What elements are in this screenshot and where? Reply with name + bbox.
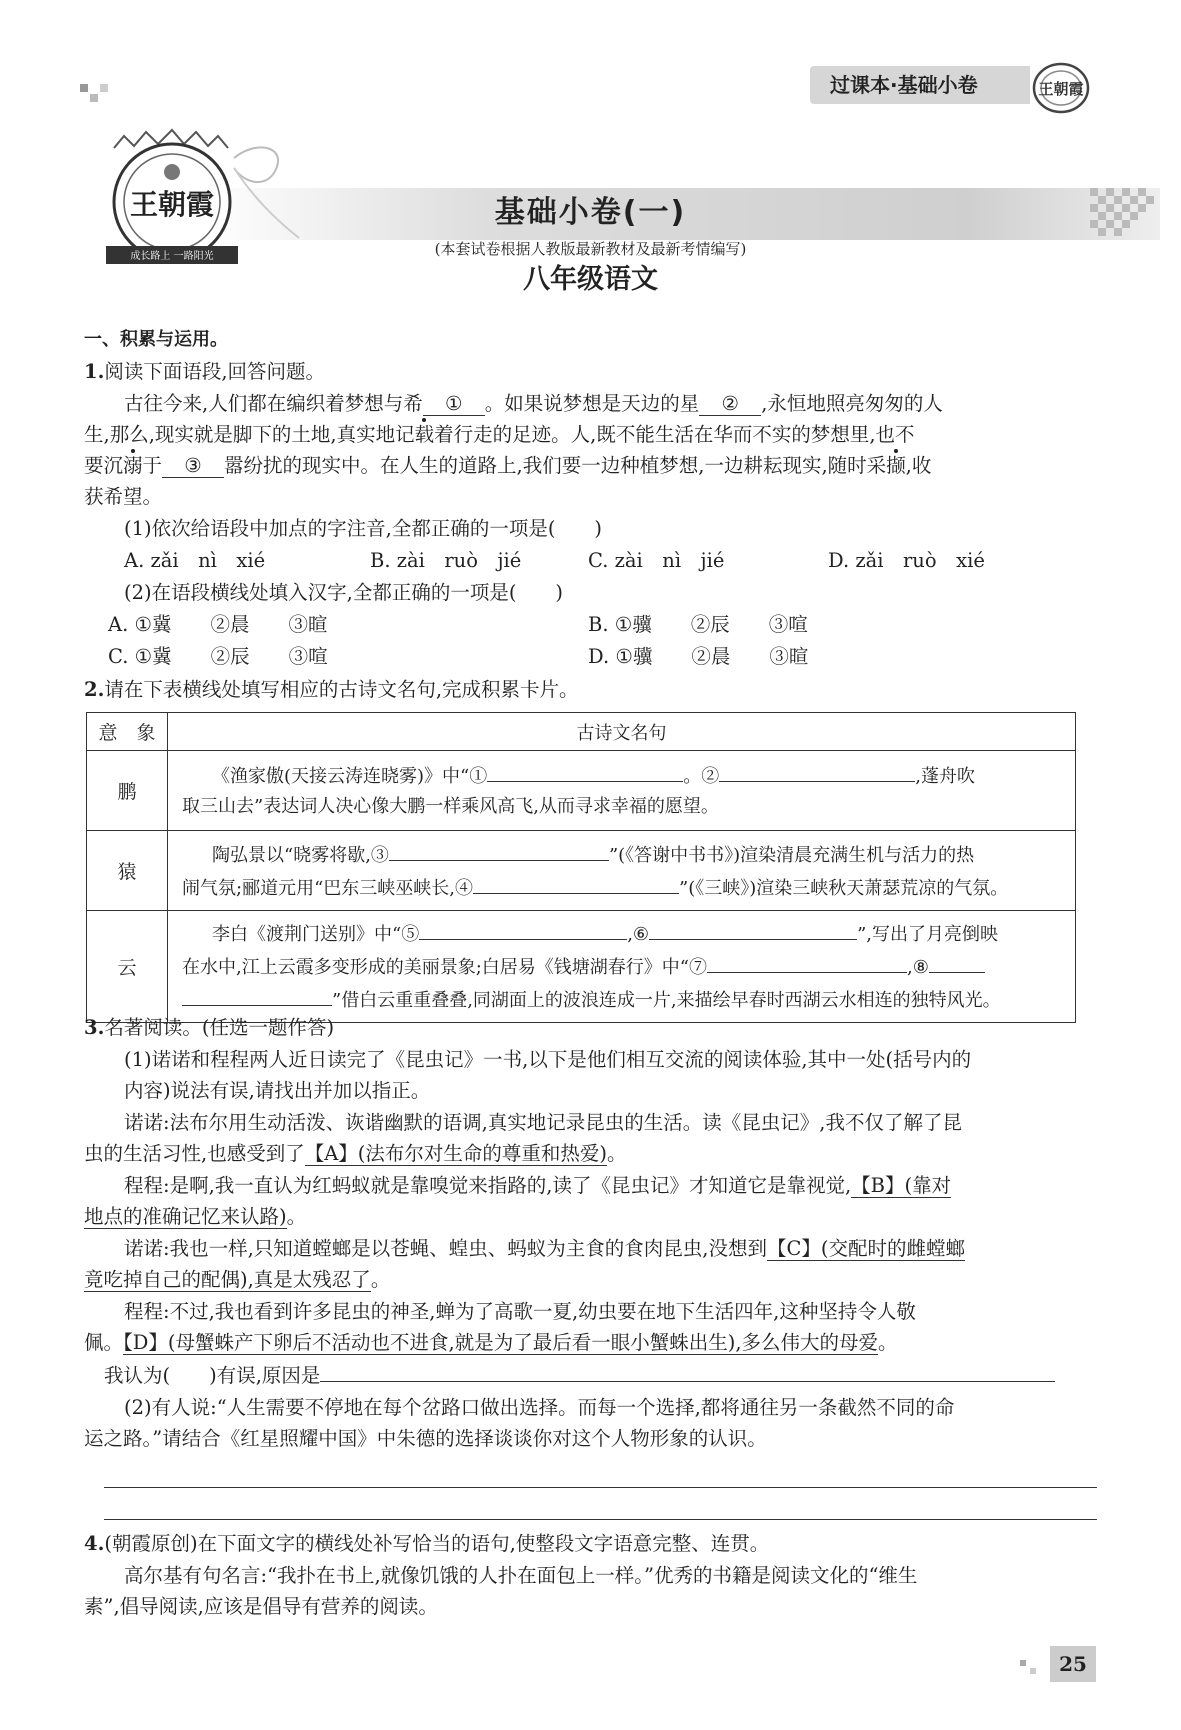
statement-c-cont[interactable]: 竟吃掉自己的配偶),真是太残忍了 (84, 1268, 371, 1291)
nuonuo-1-line1: 诺诺:法布尔用生动活泼、诙谐幽默的语调,真实地记录昆虫的生活。读《昆虫记》,我不仅了解了昆 (124, 1111, 962, 1134)
nuonuo-1-line2 (84, 1138, 1097, 1169)
card-text: 李白《渡荆门送别》中“⑤ (212, 924, 420, 945)
q3-stem (84, 1012, 1097, 1043)
dotted-char-ni: 溺 (123, 454, 143, 477)
accumulation-card (86, 712, 1076, 1023)
q1-passage-line1 (84, 388, 1097, 419)
blank-card-7[interactable] (707, 950, 907, 973)
card-text: ”(《三峡》)渲染三峡秋天萧瑟荒凉的气氛。 (679, 877, 1009, 899)
answer-line-1[interactable] (104, 1487, 1097, 1488)
answer-line-2[interactable] (104, 1519, 1097, 1520)
blank-1[interactable]: ① (423, 393, 485, 416)
q1-sub1-option-d[interactable]: D. zǎi ruò xié (828, 549, 985, 572)
footer-deco (1030, 1668, 1036, 1674)
passage-text: 。如果说梦想是天边的星 (484, 392, 700, 415)
q2-num: 2. (84, 678, 105, 701)
col-header-lines: 古诗文名句 (168, 713, 1076, 751)
nuonuo-2-line2 (84, 1264, 1097, 1295)
passage-text: 要沉 (84, 454, 124, 477)
dialogue-text: 。 (878, 1331, 898, 1354)
card-text: 闹气氛;郦道元用“巴东三峡巫峡长,④ (182, 877, 473, 899)
q1-sub1-option-a[interactable]: A. zǎi nì xié (124, 549, 266, 572)
q4-stem (84, 1528, 1097, 1559)
q1-sub1-option-c[interactable]: C. zài nì jié (588, 549, 725, 572)
chengcheng-2-line2 (84, 1327, 1097, 1358)
passage-text: 于 (142, 454, 163, 477)
q1-num: 1. (84, 360, 105, 383)
card-text: 取三山去”表达词人决心像大鹏一样乘风高飞,从而寻求幸福的愿望。 (182, 796, 719, 817)
card-text: 。② (683, 766, 720, 787)
q3-sub2-line1: (2)有人说:“人生需要不停地在每个岔路口做出选择。而每一个选择,都将通往另一条截然不同的命 (124, 1396, 955, 1419)
logo-slogan: 成长路上 一路阳光 (130, 251, 214, 262)
q1-stem-text: 阅读下面语段,回答问题。 (104, 360, 326, 383)
chengcheng-2-line1: 程程:不过,我也看到许多昆虫的神圣,蝉为了高歌一夏,幼虫要在地下生活四年,这种坚持令人敬 (124, 1300, 916, 1323)
blank-3[interactable]: ③ (162, 455, 224, 478)
passage-text: 嚣纷扰的现实中。在人生的道路上,我们要一边种植梦想,一边耕耘现实,随时采 (224, 454, 887, 477)
blank-card-8[interactable] (929, 950, 985, 973)
blank-card-5[interactable] (419, 917, 627, 940)
blank-card-8-cont[interactable] (182, 983, 332, 1006)
blank-card-1[interactable] (487, 759, 683, 782)
dotted-char-zai: 载 (414, 423, 435, 446)
q2-stem (84, 674, 1097, 705)
statement-b-cont[interactable]: 地点的准确记忆来认路) (84, 1205, 287, 1228)
dotted-char-xie: 撷 (886, 454, 906, 477)
q3-stem-text: 名著阅读。(任选一题作答) (104, 1016, 335, 1039)
q4-passage-line2: 素”,倡导阅读,应该是倡导有营养的阅读。 (84, 1595, 438, 1618)
dialogue-text: 虫的生活习性,也感受到了 (84, 1142, 305, 1165)
card-text: ,⑥ (627, 924, 650, 945)
answer-prompt: 我认为( )有误,原因是 (104, 1364, 321, 1387)
dialogue-text: 。 (607, 1142, 627, 1165)
dialogue-text: 。 (370, 1268, 391, 1291)
q1-sub2: (2)在语段横线处填入汉字,全都正确的一项是( ) (124, 581, 564, 604)
q1-sub2-option-d[interactable]: D. ①骥 ②晨 ③暄 (588, 645, 809, 668)
q1-sub2-option-c[interactable]: C. ①冀 ②辰 ③喧 (108, 645, 328, 668)
passage-text: 着行走的足迹。人,既不能生活在华而不实的梦想里,也不 (434, 423, 915, 446)
row-key: 云 (87, 911, 168, 1023)
card-row-peng (87, 751, 1076, 831)
corner-deco (90, 94, 98, 102)
blank-card-6[interactable] (649, 917, 857, 940)
row-content (168, 911, 1076, 1023)
section-heading: 一、积累与运用。 (84, 329, 228, 350)
card-text: 陶弘景以“晓雾将歇,③ (212, 844, 389, 866)
paper-note: (本套试卷根据人教版最新教材及最新考情编写) (434, 240, 747, 258)
dialogue-text: 程程:是啊,我一直认为红蚂蚁就是靠嗅觉来指路的,读了《昆虫记》才知道它是靠视觉, (124, 1174, 852, 1197)
blank-card-4[interactable] (473, 871, 679, 894)
q3-answer-line (104, 1359, 1097, 1391)
card-row-yun (87, 911, 1076, 1023)
card-text: ”(《答谢中书书》)渲染清晨充满生机与活力的热 (608, 844, 975, 866)
small-logo-text: 王朝霞 (1038, 80, 1084, 98)
q4-stem-text: (朝霞原创)在下面文字的横线处补写恰当的语句,使整段文字语意完整、连贯。 (104, 1532, 770, 1555)
logo-text: 王朝霞 (129, 188, 215, 221)
chengcheng-1-line1 (84, 1170, 1097, 1201)
chengcheng-1-line2 (84, 1201, 1097, 1232)
q1-passage-line2 (84, 419, 1097, 450)
q1-sub1-option-b[interactable]: B. zài ruò jié (370, 549, 522, 572)
dialogue-text: 诺诺:我也一样,只知道螳螂是以苍蝇、蝗虫、蚂蚁为主食的食肉昆虫,没想到 (124, 1237, 767, 1260)
paper-title: 基础小卷(一) (494, 195, 687, 230)
blank-2[interactable]: ② (699, 393, 761, 416)
corner-deco (100, 84, 108, 92)
statement-b[interactable]: 【B】(靠对 (851, 1174, 952, 1197)
small-logo (1030, 60, 1092, 116)
passage-text: 生,那么,现实就是脚下的土地,真实地记 (84, 423, 415, 446)
q1-passage-line3 (84, 450, 1097, 481)
paper-subject: 八年级语文 (523, 264, 658, 295)
card-text: ”,写出了月亮倒映 (857, 924, 998, 945)
passage-text: 古往今来,人们都在编织着梦想与希 (124, 392, 423, 415)
page-number: 25 (1059, 1652, 1087, 1676)
series-label: 过课本·基础小卷 (830, 73, 978, 97)
row-content (168, 751, 1076, 831)
q3-sub2-line2: 运之路。”请结合《红星照耀中国》中朱德的选择谈谈你对这个人物形象的认识。 (84, 1427, 767, 1450)
statement-c[interactable]: 【C】(交配时的雌螳螂 (766, 1237, 965, 1260)
statement-a[interactable]: 【A】(法布尔对生命的尊重和热爱) (304, 1142, 608, 1165)
q2-stem-text: 请在下表横线处填写相应的古诗文名句,完成积累卡片。 (104, 678, 579, 701)
card-row-yuan (87, 831, 1076, 911)
nuonuo-2-line1 (84, 1233, 1097, 1264)
row-key: 鹏 (87, 751, 168, 831)
blank-card-3[interactable] (389, 838, 609, 861)
card-text: 《渔家傲(天接云涛连晓雾)》中“① (212, 766, 488, 787)
answer-blank[interactable] (320, 1359, 1055, 1382)
passage-text: ,收 (905, 454, 932, 477)
col-header-image: 意 象 (87, 713, 168, 751)
q4-num: 4. (84, 1532, 105, 1555)
dialogue-text: 佩。 (84, 1331, 124, 1354)
q1-passage-line4: 获希望。 (84, 485, 163, 508)
card-text: 在水中,江上云霞多变形成的美丽景象;白居易《钱塘湖春行》中“⑦ (182, 957, 707, 978)
q1-sub2-option-a[interactable]: A. ①冀 ②晨 ③暄 (108, 613, 328, 636)
blank-card-2[interactable] (719, 759, 915, 782)
passage-text: ,永恒地照亮匆匆的人 (761, 392, 943, 415)
q1-sub1: (1)依次给语段中加点的字注音,全都正确的一项是( ) (124, 517, 603, 540)
q3-num: 3. (84, 1016, 105, 1039)
row-content (168, 831, 1076, 911)
card-header-row (87, 713, 1076, 751)
q3-sub1-line2: 内容)说法有误,请找出并加以指正。 (124, 1079, 431, 1102)
q3-sub1-line1: (1)诺诺和程程两人近日读完了《昆虫记》一书,以下是他们相互交流的阅读体验,其中一处(括号内的 (124, 1048, 972, 1071)
row-key: 猿 (87, 831, 168, 911)
q1-sub2-option-b[interactable]: B. ①骥 ②辰 ③喧 (588, 613, 808, 636)
card-text: ,蓬舟吹 (915, 766, 975, 787)
card-text: ,⑧ (907, 957, 929, 978)
dialogue-text: 。 (286, 1205, 307, 1228)
footer-deco (1020, 1660, 1026, 1666)
card-text: ”借白云重重叠叠,同湖面上的波浪连成一片,来描绘早春时西湖云水相连的独特风光。 (332, 990, 1001, 1011)
q4-passage-line1: 高尔基有句名言:“我扑在书上,就像饥饿的人扑在面包上一样。”优秀的书籍是阅读文化的“维生 (124, 1564, 918, 1587)
corner-deco (80, 84, 88, 92)
statement-d[interactable]: 【D】(母蟹蛛产下卵后不活动也不进食,就是为了最后看一眼小蟹蛛出生),多么伟大的母爱 (123, 1331, 879, 1354)
q1-stem (84, 356, 1097, 387)
